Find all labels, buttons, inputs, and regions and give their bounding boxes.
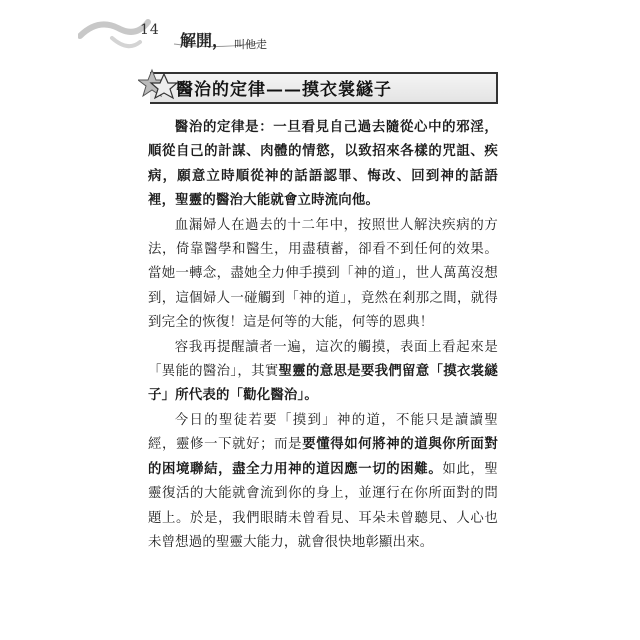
body-text <box>148 116 498 555</box>
emphasis-text: 聖靈的意思是要我們留意「摸衣裳繸子」所代表的「勸化醫治」。 <box>148 364 498 404</box>
body-paragraph <box>148 336 498 409</box>
body-paragraph <box>148 409 498 555</box>
paragraph-text: 容我再提醒讀者一遍，這次的觸摸，表面上看起來是「異能的醫治」，其實 <box>148 339 498 380</box>
emphasis-text: 醫治的定律是：一旦看見自己過去隨從心中的邪淫，順從自己的計謀、肉體的情慾，以致招來各樣的咒詛、疾病，願意立時順從神的話語認罪、悔改、回到神的話語裡，聖靈的醫治大能就會立時流向他。 <box>148 120 498 209</box>
paragraph-text: 今日的聖徒若要「摸到」神的道，不能只是讀讀聖經，靈修一下就好；而是 <box>148 412 498 453</box>
chapter-subtitle: 叫他走 <box>234 38 267 51</box>
paragraph-text: 血漏婦人在過去的十二年中，按照世人解決疾病的方法，倚靠醫學和醫生，用盡積蓄，卻看不到任何的效果。當她一轉念，盡她全力伸手摸到「神的道」，世人萬萬沒想到，這個婦人一碰觸到「神的道」，竟然在剎那之間，就得到完全的恢復！這是何等的大能，何等的恩典！ <box>148 217 498 331</box>
body-paragraph <box>148 116 498 214</box>
body-paragraph <box>148 214 498 336</box>
paragraph-text: 如此，聖靈復活的大能就會流到你的身上，並運行在你所面對的問題上。於是，我們眼睛未曾看見、耳朵未曾聽見、人心也未曾想過的聖靈大能力，就會很快地彰顯出來。 <box>148 461 498 550</box>
star-icon <box>138 68 178 104</box>
section-title: 醫治的定律——摸衣裳繸子 <box>176 80 392 100</box>
chapter-title: 解開， <box>180 31 229 50</box>
emphasis-text: 要懂得如何將神的道與你所面對的困境聯結，盡全力用神的道因應一切的困難。 <box>148 437 498 477</box>
page-number: 14 <box>140 22 160 38</box>
